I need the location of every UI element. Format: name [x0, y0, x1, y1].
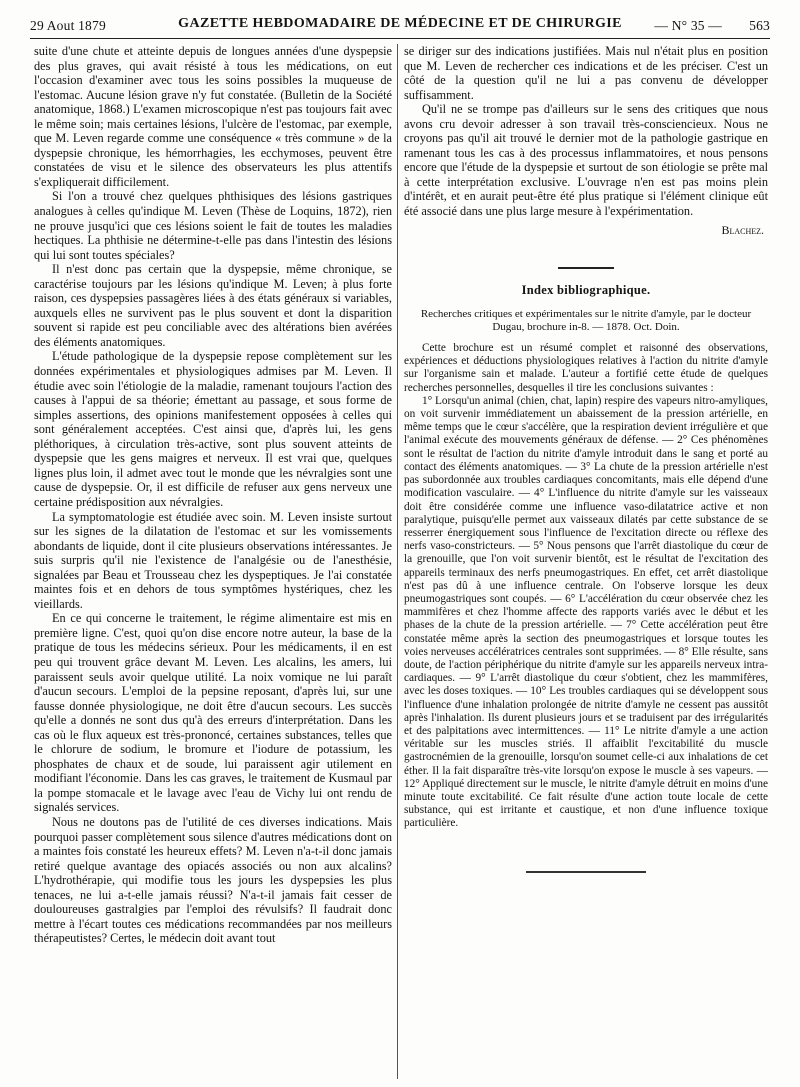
- bibliographic-reference: Recherches critiques et expérimentales sur le nitrite d'amyle, par le docteur Dugau, brochure in-8. — 1878. Oct. Doin.: [420, 307, 752, 333]
- paragraph: se diriger sur des indications justifiées. Mais nul n'était plus en position que M. Leven de rechercher ces indications et de les préciser. C'est un côté de la question qu'il ne lui a pas convenu de développer suffisamment.: [404, 44, 768, 102]
- section-divider: [558, 267, 614, 269]
- paragraph: Nous ne doutons pas de l'utilité de ces diverses indications. Mais pourquoi passer complètement sous silence d'autres médications dont on a maintes fois constaté les heureux effets? M. Leven n'a-t-il donc jamais retiré quelque avantage des opiacés associés ou non aux alcalins? L'hydrothérapie, qui modifie tous les jours les dyspepsies les plus tenaces, ne lui a-t-elle jamais réussi? N'a-t-il jamais fait cesser de douloureuses gastralgies par l'emploi des révulsifs? Il faudrait donc mettre à l'écart toutes ces médications recommandées par nos meilleurs thérapeutistes? Certes, le médecin doit avant tout: [34, 814, 392, 946]
- review-body: [404, 342, 768, 831]
- page-number: 563: [749, 18, 770, 33]
- issue-number: — N° 35 —: [654, 18, 722, 33]
- left-column: [34, 44, 392, 1079]
- section-title: Index bibliographique.: [521, 283, 651, 298]
- end-divider: [526, 871, 646, 873]
- author-signature: Blachez.: [721, 222, 764, 237]
- paragraph: L'étude pathologique de la dyspepsie repose complètement sur les données expérimentales et physiologiques admises par M. Leven. Il étudie avec soin l'étiologie de la maladie, ramenant toujours l'action des causes à l'appui de sa théorie; émettant au passage, et sous forme de simples assertions, des opinions manifestement opposées à celles qui sont généralement acceptées. C'est ainsi que, d'après lui, les gens pléthoriques, à circulation très-active, sont plus souvent atteints de dyspepsie que les gens maigres et nerveux. Il est vrai que, quelques lignes plus loin, il admet avec tout le monde que les névralgies sont une cause de dyspepsie. Or, il est difficile de refuser aux gens nerveux une certaine prédisposition aux névralgies.: [34, 349, 392, 509]
- paragraph: Cette brochure est un résumé complet et raisonné des observations, expériences et déductions physiologiques relatives à l'action du nitrite d'amyle sur l'organisme sain et malade. L'auteur a fortifié cette étude de quelques recherches personnelles, desquelles il tire les conclusions suivantes :: [404, 342, 768, 394]
- paragraph: suite d'une chute et atteinte depuis de longues années d'une dyspepsie des plus graves, qui avait résisté à tous les médications, on eut l'occasion d'examiner avec tous les soins possibles la muqueuse de l'estomac. Aucune lésion grave n'y fut constatée. (Bulletin de la Société anatomique, 1868.) L'examen microscopique n'est pas toujours fait avec le même soin; mais certaines lésions, l'ulcère de l'estomac, par exemple, que M. Leven regarde comme une conséquence « très commune » de la dyspepsie chronique, les hémorrhagies, les ecchymoses, peuvent être constatées de visu et le silence des observateurs les plus attentifs s'expliquerait difficilement.: [34, 44, 392, 189]
- paragraph: La symptomatologie est étudiée avec soin. M. Leven insiste surtout sur les signes de la dilatation de l'estomac et sur les vomissements abondants de liquide, dont il cite plusieurs observations intéressantes. Je suis surpris qu'il nie l'existence de l'analgésie ou de l'anesthésie, signalées par Beau et Trousseau chez les dyspeptiques. Je l'ai constatée maintes fois et en dehors de tous symptômes hystériques, chez les vieillards.: [34, 509, 392, 611]
- issue-date: 29 Aout 1879: [30, 18, 106, 33]
- column-divider: [397, 44, 398, 1079]
- paragraph: Si l'on a trouvé chez quelques phthisiques des lésions gastriques analogues à celles qu'indique M. Leven (Thèse de Loquins, 1872), rien ne prouve jusqu'ici que ces lésions soient le fait de toutes les maladies hectiques. La phthisie ne détermine-t-elle pas dans l'intestin des lésions qui lui sont toutes spéciales?: [34, 189, 392, 262]
- paragraph: 1° Lorsqu'un animal (chien, chat, lapin) respire des vapeurs nitro-amyliques, on voit survenir immédiatement un abaissement de la pression artérielle, en même temps que le cœur s'accélère, que la respiration devient irrégulière et que l'animal exécute des mouvements généraux de défense. — 2° Ces phénomènes sont le résultat de l'action du nitrite d'amyle introduit dans le sang et porté au contact des éléments anatomiques. — 3° La chute de la pression artérielle n'est pas subordonnée aux troubles cardiaques concomitants, mais elle dépend d'une modification vasculaire. — 4° L'influence du nitrite d'amyle sur les vaisseaux doit être considérée comme une influence vaso-dilatatrice active et non paralytique, puisqu'elle permet aux vaisseaux dilatés par cette substance de se resserrer énergiquement sous l'influence de l'excitation directe ou réflexe des nerfs vaso-constricteurs. — 5° Nous pensons que l'arrêt diastolique du cœur de la grenouille, que l'on voit survenir bientôt, est le résultat de l'excitation des appareils terminaux des nerfs pneumogastriques. En effet, cet arrêt diastolique n'est pas dû à une influence centrale. On l'observe lorsque les deux pneumogastriques sont coupés. — 6° L'accélération du cœur observée chez les mammifères et chez l'homme affecte des rapports variés avec le début et les phases de la chute de la pression artérielle. — 7° Cette accélération peut être constatée même après la section des pneumogastriques et lorsque toutes les voies nerveuses accélératrices centrales sont supprimées. — 8° Elle résulte, sans doute, de l'action périphérique du nitrite d'amyle sur les appareils nerveux intra-cardiaques. — 9° L'arrêt diastolique du cœur s'obtient, chez les mammifères, avec les doses toxiques. — 10° Les troubles cardiaques qui se développent sous l'influence d'une inhalation prolongée de nitrite d'amyle ne cessent pas aussitôt après l'inhalation. Ils durent plusieurs jours et se traduisent par des irrégularités et des palpitations avec intermittences. — 11° Le nitrite d'amyle a une action véritable sur les muscles striés. Il affaiblit l'excitabilité du muscle gastrocnémien de la grenouille, lorsqu'on soumet celle-ci aux inhalations de cet éther. Il la fait disparaître très-vite lorsqu'on expose le muscle à ses vapeurs. — 12° Appliqué directement sur le muscle, le nitrite d'amyle détruit en moins d'une minute toute excitabilité. Ce fait résulte d'une action toute locale de cette substance, qui est irritante et caustique, et non d'une influence toxique particulière.: [404, 394, 768, 830]
- journal-title: GAZETTE HEBDOMADAIRE DE MÉDECINE ET DE CHIRURGIE: [178, 16, 622, 31]
- paragraph: Il n'est donc pas certain que la dyspepsie, même chronique, se caractérise toujours par les lésions qu'indique M. Leven; à plus forte raison, ces dyspepsies passagères liées à des états généraux si variables, auxquels elles ne survivent pas le plus souvent et dont la disparition souvent si rapide est peu conciliable avec des altérations bien avérées des éléments anatomiques.: [34, 262, 392, 349]
- paragraph: En ce qui concerne le traitement, le régime alimentaire est mis en première ligne. C'est, quoi qu'on dise encore notre auteur, la base de la pratique de tous les médecins sérieux. Pour les médicaments, il en est peu qui trouvent grâce devant M. Leven. Les alcalins, les amers, lui paraissent seuls avoir quelque utilité. La noix vomique ne lui paraît d'aucun secours. L'emploi de la pepsine reposant, d'après lui, sur une fausse donnée physiologique, ne doit être d'aucun secours. Les succès qu'elle a donnés ne sont dus qu'à des erreurs d'interprétation. Dans les cas où le flux aqueux est très-prononcé, certaines substances, telles que le chlorure de sodium, le bromure et l'iodure de potassium, les phosphates de chaux et de soude, lui paraissent agir utilement en modifiant l'économie. Dans les cas graves, le traitement de Kusmaul par la pompe stomacale et le lavage avec l'eau de Vichy lui ont rendu de signalés services.: [34, 611, 392, 815]
- paragraph: Qu'il ne se trompe pas d'ailleurs sur le sens des critiques que nous avons cru devoir adresser à son travail très-consciencieux. Nous ne croyons pas qu'il ait trouvé le dernier mot de la pathologie gastrique en ramenant tous les cas à des processus inflammatoires, et nous pensons encore que l'étude de la dyspepsie et surtout de son étiologie se prête mal à cette interprétation exclusive. L'ouvrage n'en est pas moins plein d'intérêt, et en aurait peut-être été plus pratique si l'élément clinique eût été associé dans une plus large mesure à l'expérimentation.: [404, 102, 768, 219]
- right-column: [404, 44, 768, 1079]
- page-header: [30, 12, 770, 39]
